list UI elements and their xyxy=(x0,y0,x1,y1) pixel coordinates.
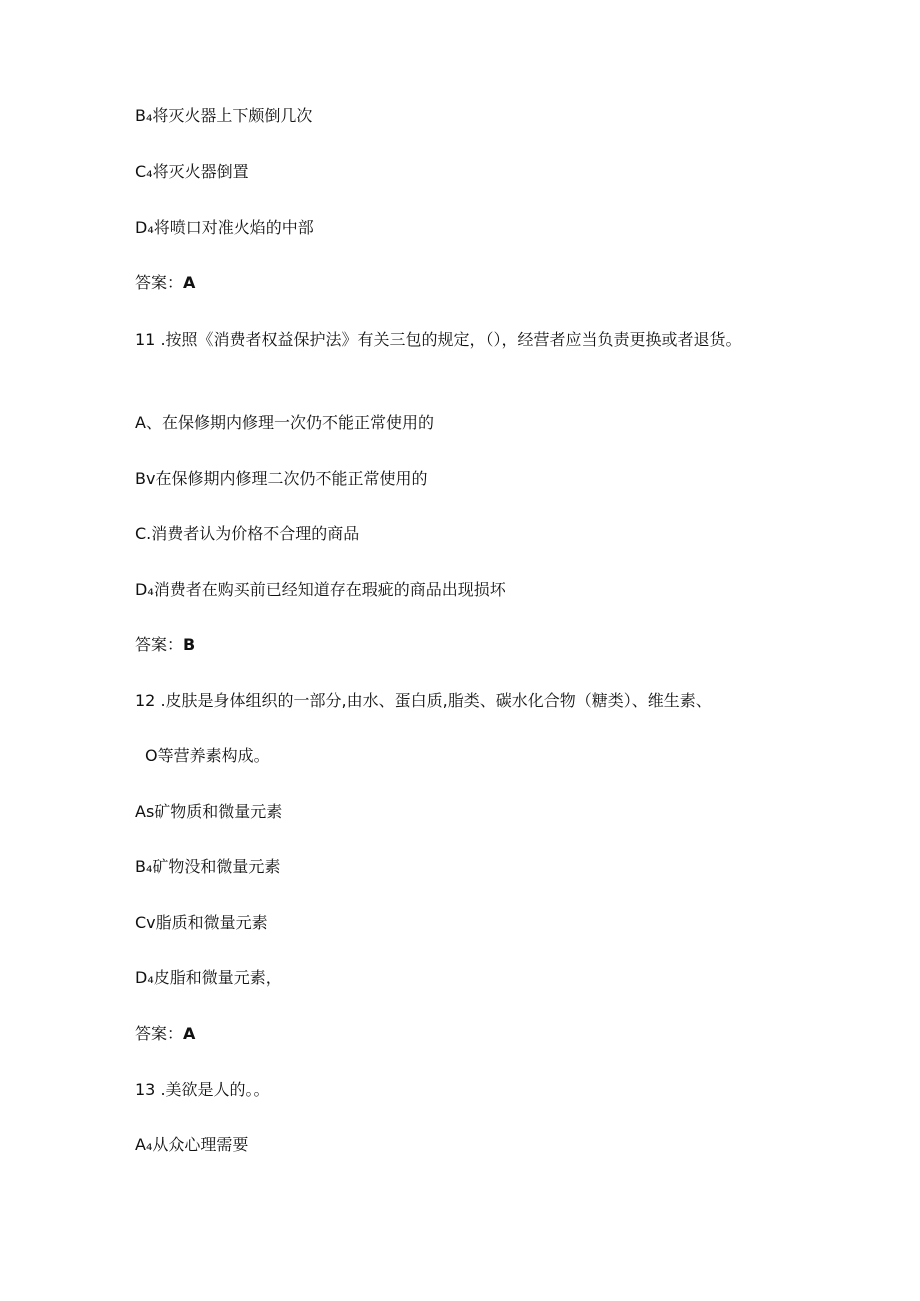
option-a-q11: A、在保修期内修理一次仍不能正常使用的 xyxy=(135,413,434,432)
option-c-q11: C.消费者认为价格不合理的商品 xyxy=(135,524,360,543)
question-11: 11 .按照《消费者权益保护法》有关三包的规定，（），经营者应当负责更换或者退货。 xyxy=(135,330,742,349)
question-12-continued: O等营养素构成。 xyxy=(145,746,270,765)
option-b-q12: B₄矿物没和微量元素 xyxy=(135,857,281,876)
answer-value: B xyxy=(183,635,196,654)
question-12: 12 .皮肤是身体组织的一部分,由水、蛋白质,脂类、碳水化合物（糖类）、维生素、 xyxy=(135,691,712,710)
answer-q12 xyxy=(135,1019,195,1049)
answer-value: A xyxy=(183,1024,196,1043)
option-a-q13: A₄从众心理需要 xyxy=(135,1135,249,1154)
answer-q11 xyxy=(135,630,195,660)
answer-label: 答案： xyxy=(135,1024,184,1043)
answer-label: 答案： xyxy=(135,273,184,292)
option-d-q12: D₄皮脂和微量元素， xyxy=(135,968,282,987)
option-c-q10: C₄将灭火器倒置 xyxy=(135,162,249,181)
option-c-q12: Cv脂质和微量元素 xyxy=(135,913,268,932)
answer-label: 答案： xyxy=(135,635,184,654)
answer-q10 xyxy=(135,268,195,298)
question-13: 13 .美欲是人的。。 xyxy=(135,1080,270,1099)
answer-value: A xyxy=(183,273,196,292)
option-a-q12: As矿物质和微量元素 xyxy=(135,802,283,821)
option-b-q11: Bv在保修期内修理二次仍不能正常使用的 xyxy=(135,469,428,488)
option-b-q10: B₄将灭火器上下颇倒几次 xyxy=(135,106,313,125)
option-d-q11: D₄消费者在购买前已经知道存在瑕疵的商品出现损坏 xyxy=(135,580,506,599)
option-d-q10: D₄将喷口对准火焰的中部 xyxy=(135,218,314,237)
